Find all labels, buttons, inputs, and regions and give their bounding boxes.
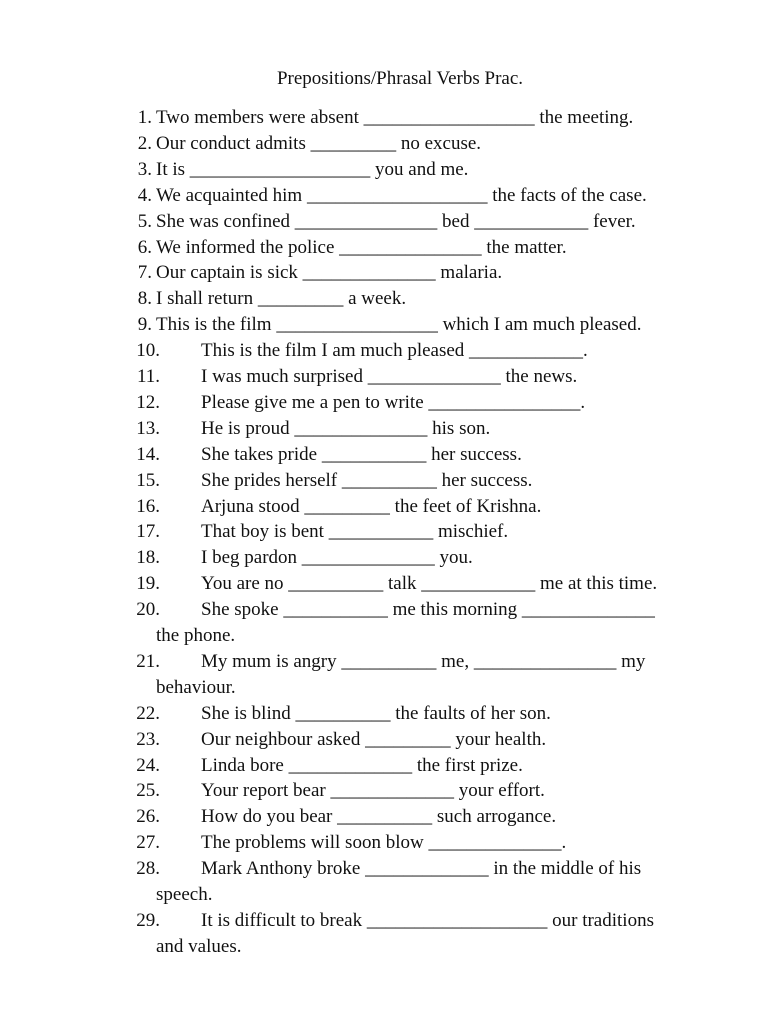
exercise-sentence: She was confined _______________ bed ____________ fever.: [156, 210, 636, 232]
exercise-number: 9.: [137, 314, 152, 336]
exercise-item: [0, 649, 768, 675]
exercise-sentence: He is proud ______________ his son.: [201, 417, 491, 439]
worksheet-title: Prepositions/Phrasal Verbs Prac.: [276, 68, 524, 89]
exercise-number: 22.: [136, 702, 160, 724]
exercise-number: 21.: [136, 650, 160, 672]
exercise-sentence: She is blind __________ the faults of her son.: [201, 702, 551, 724]
exercise-item: [0, 157, 768, 183]
exercise-item: [0, 312, 768, 338]
exercise-number: 13.: [136, 417, 160, 439]
exercise-sentence-continuation: speech.: [156, 884, 213, 905]
exercise-sentence: Mark Anthony broke _____________ in the middle of his: [201, 858, 642, 880]
exercise-item: [0, 856, 768, 882]
exercise-item: [0, 183, 768, 209]
exercise-number: 24.: [136, 754, 160, 776]
exercise-sentence: That boy is bent ___________ mischief.: [201, 521, 509, 543]
exercise-sentence: I beg pardon ______________ you.: [201, 547, 473, 569]
exercise-sentence: This is the film _________________ which I am much pleased.: [156, 314, 642, 336]
exercise-item: [0, 545, 768, 571]
exercise-number: 5.: [137, 210, 152, 232]
exercise-number: 16.: [136, 495, 160, 517]
exercise-number: 19.: [136, 573, 160, 595]
exercise-number: 10.: [136, 340, 160, 362]
exercise-sentence: This is the film I am much pleased ____________.: [201, 340, 588, 362]
exercise-sentence: Please give me a pen to write ________________.: [201, 391, 586, 413]
exercise-item: [0, 364, 768, 390]
exercise-number: 4.: [137, 184, 152, 206]
exercise-sentence: We acquainted him ___________________ the facts of the case.: [156, 184, 647, 206]
exercise-number: 17.: [136, 521, 160, 543]
exercise-sentence: Linda bore _____________ the first prize.: [201, 754, 523, 776]
exercise-number: 8.: [137, 288, 152, 310]
exercise-number: 29.: [136, 909, 160, 931]
exercise-item: [0, 286, 768, 312]
exercise-item: [0, 235, 768, 261]
exercise-number: 12.: [136, 391, 160, 413]
exercise-item: [0, 338, 768, 364]
exercise-item: [0, 701, 768, 727]
exercise-item: [0, 416, 768, 442]
exercise-sentence: I was much surprised ______________ the news.: [201, 366, 578, 387]
exercise-number: 15.: [136, 469, 160, 491]
exercise-item: [0, 804, 768, 830]
exercise-sentence-continuation: the phone.: [156, 625, 236, 646]
exercise-number: 3.: [137, 158, 152, 180]
exercise-sentence: How do you bear __________ such arrogance.: [201, 806, 557, 828]
exercise-item: [0, 830, 768, 856]
exercise-number: 18.: [136, 547, 160, 569]
exercise-item: [0, 571, 768, 597]
exercise-sentence: Our captain is sick ______________ malaria.: [156, 262, 503, 284]
exercise-item: [0, 778, 768, 804]
exercise-sentence: She takes pride ___________ her success.: [201, 443, 522, 465]
exercise-item: [0, 468, 768, 494]
exercise-sentence: She spoke ___________ me this morning ______________: [201, 599, 655, 621]
exercise-number: 7.: [137, 262, 152, 284]
exercise-sentence-continuation: behaviour.: [156, 676, 236, 698]
exercise-sentence: Our conduct admits _________ no excuse.: [156, 132, 482, 154]
exercise-number: 23.: [136, 728, 160, 750]
exercise-item: [0, 442, 768, 468]
exercise-number: 11.: [136, 366, 160, 387]
exercise-sentence: My mum is angry __________ me, _______________ my: [201, 650, 646, 672]
exercise-item: [0, 908, 768, 934]
exercise-number: 2.: [137, 132, 152, 154]
exercise-number: 14.: [136, 443, 160, 465]
exercise-sentence: Arjuna stood _________ the feet of Krishna.: [201, 495, 542, 517]
exercise-sentence: Our neighbour asked _________ your health.: [201, 728, 547, 750]
exercise-sentence: It is difficult to break ___________________ our traditions: [201, 909, 654, 931]
exercise-sentence: She prides herself __________ her success.: [201, 469, 533, 491]
exercise-number: 6.: [137, 236, 152, 258]
exercise-sentence: The problems will soon blow ______________.: [201, 832, 567, 854]
exercise-item: [0, 494, 768, 520]
exercise-item: [0, 131, 768, 157]
exercise-item: [0, 727, 768, 753]
exercise-sentence: Your report bear _____________ your effort.: [201, 780, 545, 802]
exercise-item: [0, 597, 768, 623]
exercise-sentence: I shall return _________ a week.: [156, 288, 407, 310]
exercise-sentence: Two members were absent __________________ the meeting.: [156, 107, 634, 128]
exercise-sentence-continuation: and values.: [156, 935, 242, 957]
exercise-item: [0, 390, 768, 416]
exercise-number: 25.: [136, 780, 160, 802]
exercise-number: 1.: [137, 107, 152, 128]
exercise-item: [0, 519, 768, 545]
exercise-sentence: We informed the police _______________ the matter.: [156, 236, 567, 258]
exercise-number: 20.: [136, 599, 160, 621]
exercise-number: 27.: [136, 832, 160, 854]
exercise-item: [0, 209, 768, 235]
exercise-item: [0, 753, 768, 779]
exercise-item: [0, 105, 768, 131]
exercise-number: 28.: [136, 858, 160, 880]
exercise-sentence: It is ___________________ you and me.: [156, 158, 469, 180]
exercise-sentence: You are no __________ talk ____________ me at this time.: [201, 573, 658, 595]
exercise-number: 26.: [136, 806, 160, 828]
exercise-item: [0, 260, 768, 286]
